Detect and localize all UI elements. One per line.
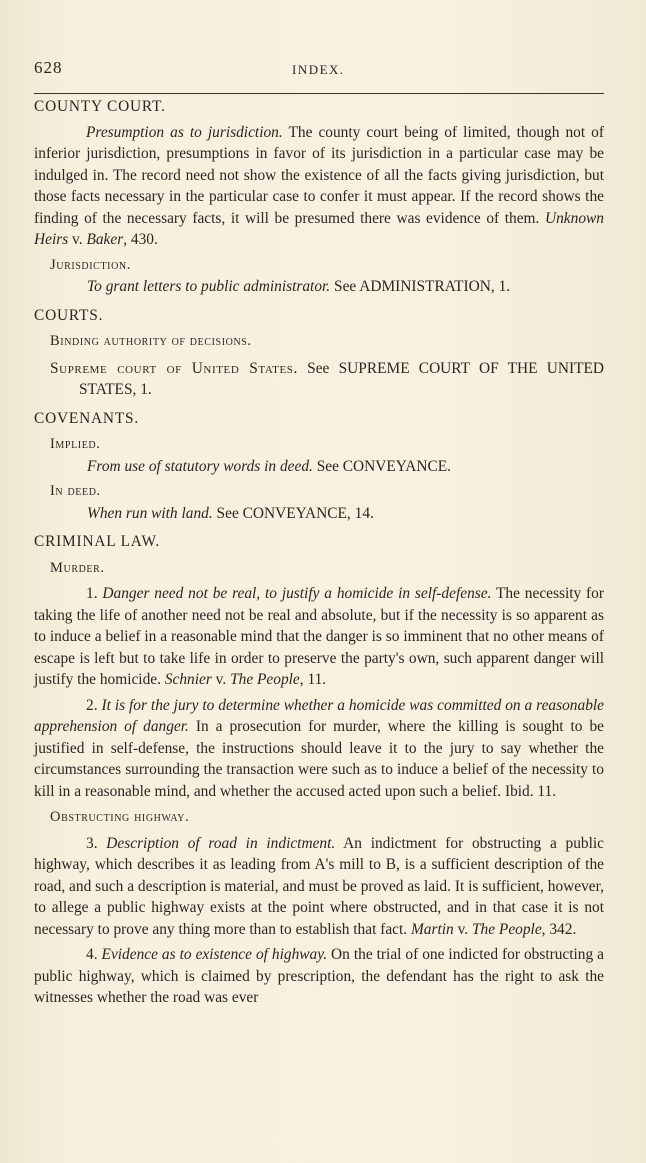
page-number: 628 [34, 58, 63, 77]
entry-topic: From use of statutory words in deed. [87, 457, 313, 475]
entry-topic: When run with land. [87, 504, 213, 522]
entry-heading-courts: COURTS. [34, 306, 104, 324]
entry-heading-criminal-law: CRIMINAL LAW. [34, 533, 161, 550]
case-v: v. [211, 671, 231, 688]
numbered-paragraph-4 [34, 944, 604, 1009]
case-party: The People [230, 671, 300, 688]
subheading-implied: Implied. [50, 436, 101, 452]
subheading-binding-authority: Binding authority of decisions. [50, 333, 252, 349]
entry-topic: Evidence as to existence of highway. [101, 946, 328, 963]
entry-text: In a prosecution for murder, where the killing is sought to be justified in self-defense, the instructions should leave it to the jury to say whether the circumstances surrounding the transaction were such as to induce a belief of the necessity to kill in a reasonable mind, and whether the accused acted upon such a belief. Ibid. 11. [34, 718, 604, 800]
entry-paragraph [34, 122, 604, 251]
case-party: Baker [86, 231, 124, 248]
item-number: 1. [86, 585, 103, 602]
subheading-jurisdiction: Jurisdiction. [50, 256, 131, 273]
entry-text: See ADMINISTRATION, 1. [330, 278, 511, 295]
entry-paragraph [34, 456, 604, 478]
entry-text: See CONVEYANCE. [312, 457, 451, 475]
entry-topic: Description of road in indictment. [106, 834, 336, 852]
page-header [34, 58, 606, 82]
numbered-paragraph-1 [34, 583, 604, 691]
case-name: Schnier [164, 671, 212, 688]
entry-topic: Supreme court of United States. [50, 359, 298, 377]
case-name: Martin [410, 920, 454, 938]
case-party: The People [471, 920, 542, 938]
entry-paragraph [34, 276, 604, 298]
running-title: INDEX. [292, 62, 345, 77]
subheading-murder: Murder. [50, 559, 105, 576]
case-v: v. [453, 920, 472, 938]
entry-topic: It is for the jury to determine whether a homicide was committed on a reasonable apprehension of danger. [34, 696, 605, 735]
entry-topic: To grant letters to public administrator. [87, 278, 331, 295]
case-page: , 430. [123, 231, 158, 248]
item-number: 3. [86, 834, 107, 852]
entry-topic: Danger need not be real, to justify a homicide in self-defense. [102, 585, 492, 602]
index-content [34, 96, 604, 1009]
header-rule [34, 93, 604, 94]
entry-text: The necessity for taking the life of another need not be real and absolute, but if the necessity is so apparent as to induce a belief in a reasonable mind that the danger is so imminent that no other means of escape is left but to take life in order to preserve the party's own, such apparent danger will justify the homicide. [34, 585, 605, 688]
entry-text: See CONVEYANCE, 14. [212, 504, 374, 522]
entry-text: An indictment for obstructing a public highway, which describes it as leading from A's mill to B, is a sufficient description of the road, and such a description is material, and must be proved as laid. It is sufficient, however, to allege a public highway exists at the point where obstructed, and in that case it is not necessary to prove any thing more than to establish that fact. [34, 834, 605, 938]
entry-heading-county-court: COUNTY COURT. [34, 98, 166, 115]
subheading-in-deed: In deed. [50, 483, 101, 499]
case-name: Unknown Heirs [34, 209, 604, 248]
subheading-obstructing-highway: Obstructing highway. [50, 809, 190, 825]
entry-paragraph [34, 358, 604, 401]
numbered-paragraph-2 [34, 695, 604, 803]
item-number: 4. [86, 946, 102, 963]
entry-paragraph [34, 503, 604, 525]
case-v: v. [68, 231, 87, 248]
case-page: , 11. [299, 671, 327, 688]
entry-heading-covenants: COVENANTS. [34, 409, 140, 427]
entry-text: On the trial of one indicted for obstructing a public highway, which is claimed by prescription, the defendant has the right to ask the witnesses whether the road was ever [34, 946, 605, 1006]
case-page: , 342. [541, 920, 577, 938]
entry-text: The county court being of limited, though not of inferior jurisdiction, presumptions in favor of its jurisdiction in a particular case may be indulged in. The record need not show the existence of all the facts giving jurisdiction, but those facts necessary in the particular case to confer it must appear. If the record shows the finding of the necessary facts, it will be presumed there was evidence of them. [34, 123, 605, 227]
item-number: 2. [86, 696, 102, 714]
numbered-paragraph-3 [34, 833, 604, 941]
entry-topic: Presumption as to jurisdiction. [86, 123, 283, 141]
entry-text: See SUPREME COURT OF THE UNITED STATES, 1. [79, 359, 604, 398]
